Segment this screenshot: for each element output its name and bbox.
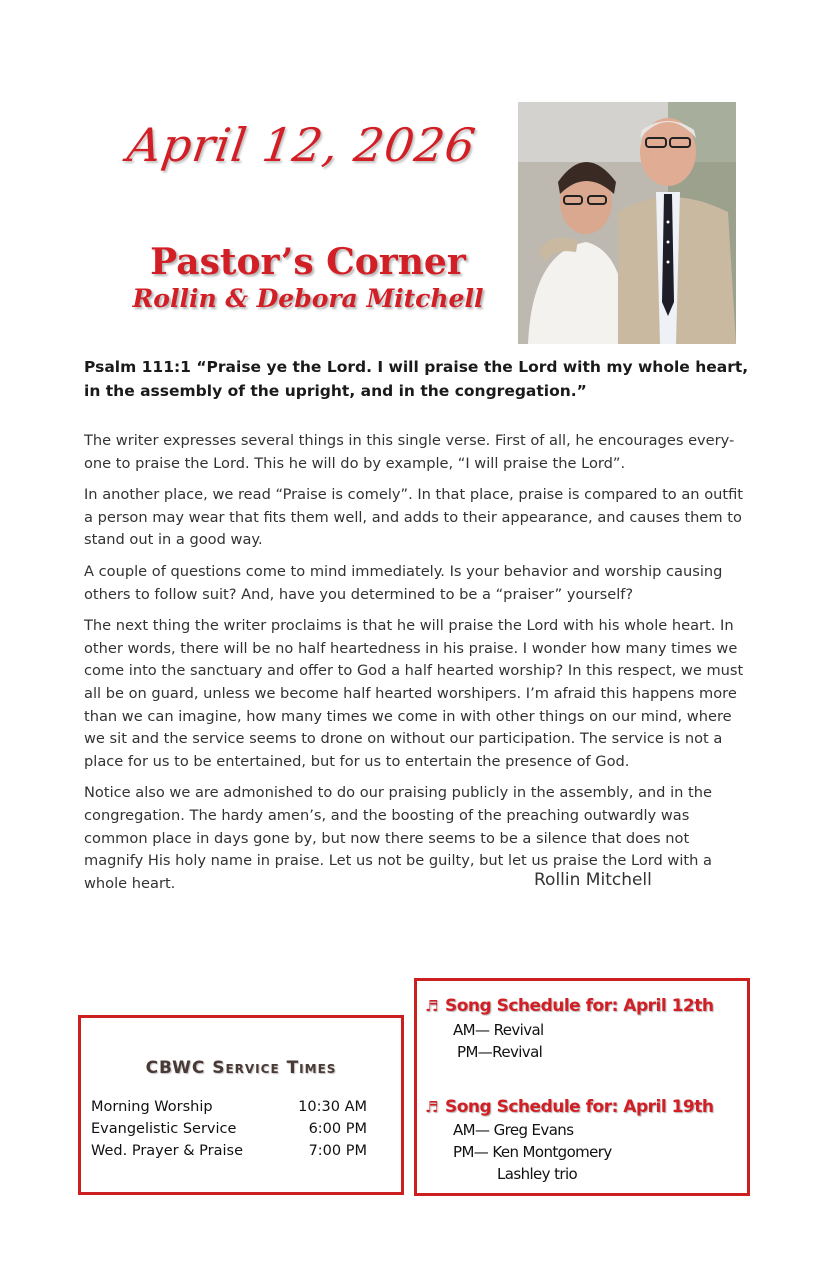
- paragraph: The writer expresses several things in this single verse. First of all, he encourages every-one to praise the Lord. This he will do by example, “I will praise the Lord”.: [84, 432, 735, 472]
- service-name: Wed. Prayer & Praise: [91, 1143, 243, 1159]
- pastor-names: Rollin & Debora Mitchell: [132, 284, 484, 313]
- service-name: Evangelistic Service: [91, 1121, 237, 1137]
- service-time: 6:00 PM: [308, 1121, 367, 1137]
- closing-text: whole heart.: [84, 874, 176, 892]
- song-pm-extra: Lashley trio: [497, 1165, 578, 1183]
- song-pm: PM—Revival: [457, 1043, 543, 1061]
- song-schedule-heading: [425, 1097, 713, 1117]
- service-name: Morning Worship: [91, 1099, 213, 1115]
- paragraph: In another place, we read “Praise is comely”. In that place, praise is compared to an outfit a person may wear that fits them well, and adds to their appearance, and causes them to stand out in a good way.: [84, 486, 744, 549]
- song-schedule-heading: [425, 996, 713, 1016]
- song-pm: PM— Ken Montgomery: [453, 1143, 612, 1161]
- article-body: [84, 430, 749, 895]
- song-am: AM— Revival: [453, 1021, 544, 1039]
- service-time: 10:30 AM: [298, 1099, 367, 1115]
- service-times-box: [78, 1015, 404, 1195]
- service-time: 7:00 PM: [308, 1143, 367, 1159]
- song-heading-text: Song Schedule for: April 19th: [445, 1097, 714, 1117]
- song-am: AM— Greg Evans: [453, 1121, 574, 1139]
- psalm-verse: Psalm 111:1 “Praise ye the Lord. I will praise the Lord with my whole heart, in the assembly of the upright, and in the congregation.”: [84, 358, 749, 400]
- pastor-heading: [128, 240, 488, 314]
- paragraph: The next thing the writer proclaims is that he will praise the Lord with his whole heart. In other words, there will be no half heartedness in his praise. I wonder how many times we come into the sanctuary and offer to God a half hearted worship? In this respect, we must all be on guard, unless we become half hearted worshipers. I’m afraid this happens more than we can imagine, how many times we come in with other things on our mind, where we sit and the service seems to drone on without our participation. The service is not a place for us to be entertained, but for us to entertain the presence of God.: [84, 617, 744, 770]
- music-note-icon: ♬: [425, 1098, 438, 1116]
- paragraph: A couple of questions come to mind immediately. Is your behavior and worship causing others to follow suit? And, have you determined to be a “praiser” yourself?: [84, 562, 723, 603]
- service-times-title: CBWC Service Times: [145, 1058, 337, 1078]
- paragraph: Notice also we are admonished to do our praising publicly in the assembly, and in the congregation. The hardy amen’s, and the boosting of the preaching outwardly was common place in days gone by, but now there seems to be a silence that does not magnify His holy name in praise. Let us not be guilty, but let us praise the Lord with a: [84, 784, 712, 870]
- signature: Rollin Mitchell: [534, 869, 652, 890]
- song-schedule-box: [414, 978, 750, 1196]
- closing-line: [84, 869, 749, 896]
- music-note-icon: ♬: [425, 997, 438, 1015]
- pastor-couple-photo: [518, 102, 736, 344]
- bulletin-date: April 12, 2026: [124, 118, 480, 172]
- pastors-corner-title: Pastor’s Corner: [150, 241, 466, 283]
- song-heading-text: Song Schedule for: April 12th: [445, 996, 714, 1016]
